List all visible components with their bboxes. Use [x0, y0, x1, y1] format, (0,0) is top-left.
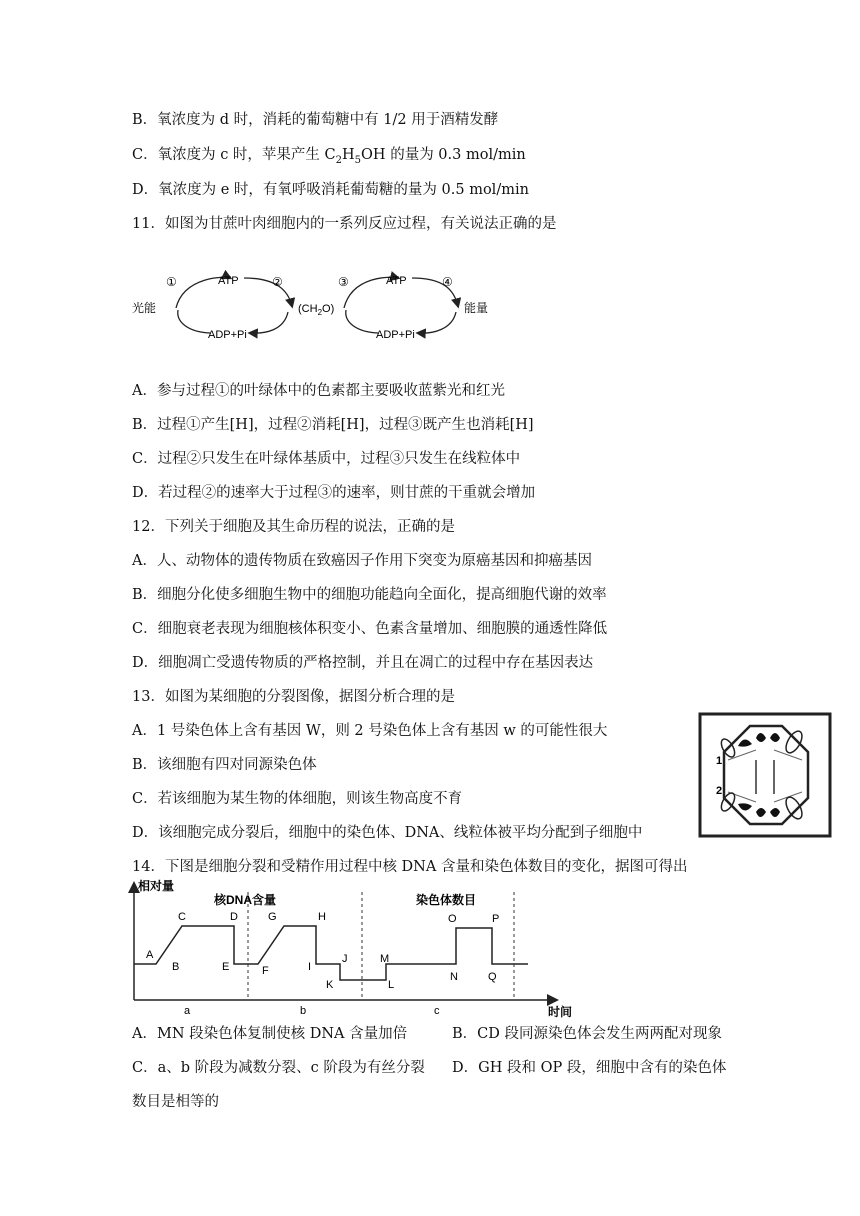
dna-chromosome-trace [134, 926, 528, 980]
point-n-label: N [450, 971, 458, 983]
phase-a-label: a [184, 1005, 191, 1017]
q12-option-b: B．细胞分化使多细胞生物中的细胞功能趋向全面化，提高细胞代谢的效率 [132, 587, 607, 603]
point-e-label: E [222, 961, 230, 973]
q14-option-d-continued: 数目是相等的 [132, 1094, 219, 1110]
q10-option-d: D．氧浓度为 e 时，有氧呼吸消耗葡萄糖的量为 0.5 mol/min [132, 182, 529, 198]
q13-option-a: A．1 号染色体上含有基因 W，则 2 号染色体上含有基因 w 的可能性很大 [132, 723, 608, 739]
adp-label-right: ADP+Pi [376, 329, 415, 341]
q14-option-b: B．CD 段同源染色体会发生两两配对现象 [452, 1026, 722, 1042]
point-h-label: H [318, 911, 326, 923]
q12-option-a: A．人、动物体的遗传物质在致癌因子作用下突变为原癌基因和抑癌基因 [132, 553, 592, 569]
point-g-label: G [268, 911, 277, 923]
q11-stem: 11．如图为甘蔗叶肉细胞内的一系列反应过程，有关说法正确的是 [132, 216, 557, 232]
dna-chromosome-chart [120, 878, 590, 1018]
point-p-label: P [492, 913, 500, 925]
section-dna-label: 核DNA含量 [214, 893, 276, 907]
y-axis-label: 相对量 [138, 879, 175, 893]
point-q-label: Q [488, 971, 497, 983]
light-energy-label: 光能 [132, 301, 157, 315]
point-k-label: K [326, 979, 334, 991]
ch2o-label: $(CH_2O)$ [298, 303, 335, 317]
q12-option-c: C．细胞衰老表现为细胞核体积变小、色素含量增加、细胞膜的通透性降低 [132, 621, 608, 637]
q11-option-c: C．过程②只发生在叶绿体基质中，过程③只发生在线粒体中 [132, 451, 521, 467]
q11-option-b: B．过程①产生[H]，过程②消耗[H]，过程③既产生也消耗[H] [132, 417, 534, 433]
point-f-label: F [262, 965, 269, 977]
x-axis-label: 时间 [548, 1005, 573, 1018]
point-c-label: C [178, 911, 186, 923]
q13-option-b: B．该细胞有四对同源染色体 [132, 757, 317, 773]
atp-label-left: ATP [218, 275, 239, 287]
q10-option-c: C．氧浓度为 c 时，苹果产生 $C_2H_5OH$ 的量为 0.3 mol/min [132, 147, 526, 166]
q13-option-c: C．若该细胞为某生物的体细胞，则该生物高度不育 [132, 791, 463, 807]
q12-stem: 12．下列关于细胞及其生命历程的说法，正确的是 [132, 519, 455, 535]
point-j-label: J [342, 953, 348, 965]
point-m-label: M [380, 953, 390, 965]
point-l-label: L [388, 979, 395, 991]
q14-stem: 14．下图是细胞分裂和受精作用过程中核 DNA 含量和染色体数目的变化，据图可得出 [132, 859, 688, 875]
q14-option-a: A．MN 段染色体复制使核 DNA 含量加倍 [132, 1026, 408, 1042]
step4-label: ④ [442, 275, 453, 289]
q13-stem: 13．如图为某细胞的分裂图像，据图分析合理的是 [132, 689, 455, 705]
q11-option-d: D．若过程②的速率大于过程③的速率，则甘蔗的干重就会增加 [132, 485, 536, 501]
phase-b-label: b [300, 1005, 307, 1017]
chromosome-2-label: 2 [716, 785, 723, 797]
q14-option-c: C．a、b 阶段为减数分裂、c 阶段为有丝分裂 [132, 1060, 425, 1076]
energy-label: 能量 [464, 301, 489, 315]
q11-option-a: A．参与过程①的叶绿体中的色素都主要吸收蓝紫光和红光 [132, 383, 505, 399]
q12-option-d: D．细胞凋亡受遗传物质的严格控制，并且在凋亡的过程中存在基因表达 [132, 655, 594, 671]
point-d-label: D [230, 911, 238, 923]
photosynthesis-respiration-diagram [126, 266, 506, 346]
q10-option-b: B．氧浓度为 d 时，消耗的葡萄糖中有 1/2 用于酒精发酵 [132, 112, 499, 128]
q14-option-d: D．GH 段和 OP 段，细胞中含有的染色体 [452, 1060, 727, 1076]
point-a-label: A [146, 949, 154, 961]
cell-division-figure [698, 712, 832, 838]
step2-label: ② [272, 275, 283, 289]
step1-label: ① [166, 275, 177, 289]
section-chromosome-label: 染色体数目 [416, 893, 477, 907]
point-b-label: B [172, 961, 180, 973]
q13-option-d: D．该细胞完成分裂后，细胞中的染色体、DNA、线粒体被平均分配到子细胞中 [132, 825, 643, 841]
chromosome-1-label: 1 [716, 755, 723, 767]
adp-label-left: ADP+Pi [208, 329, 247, 341]
point-i-label: I [308, 961, 312, 973]
atp-label-right: ATP [386, 275, 407, 287]
step3-label: ③ [338, 275, 349, 289]
point-o-label: O [448, 913, 457, 925]
phase-c-label: c [434, 1005, 440, 1017]
